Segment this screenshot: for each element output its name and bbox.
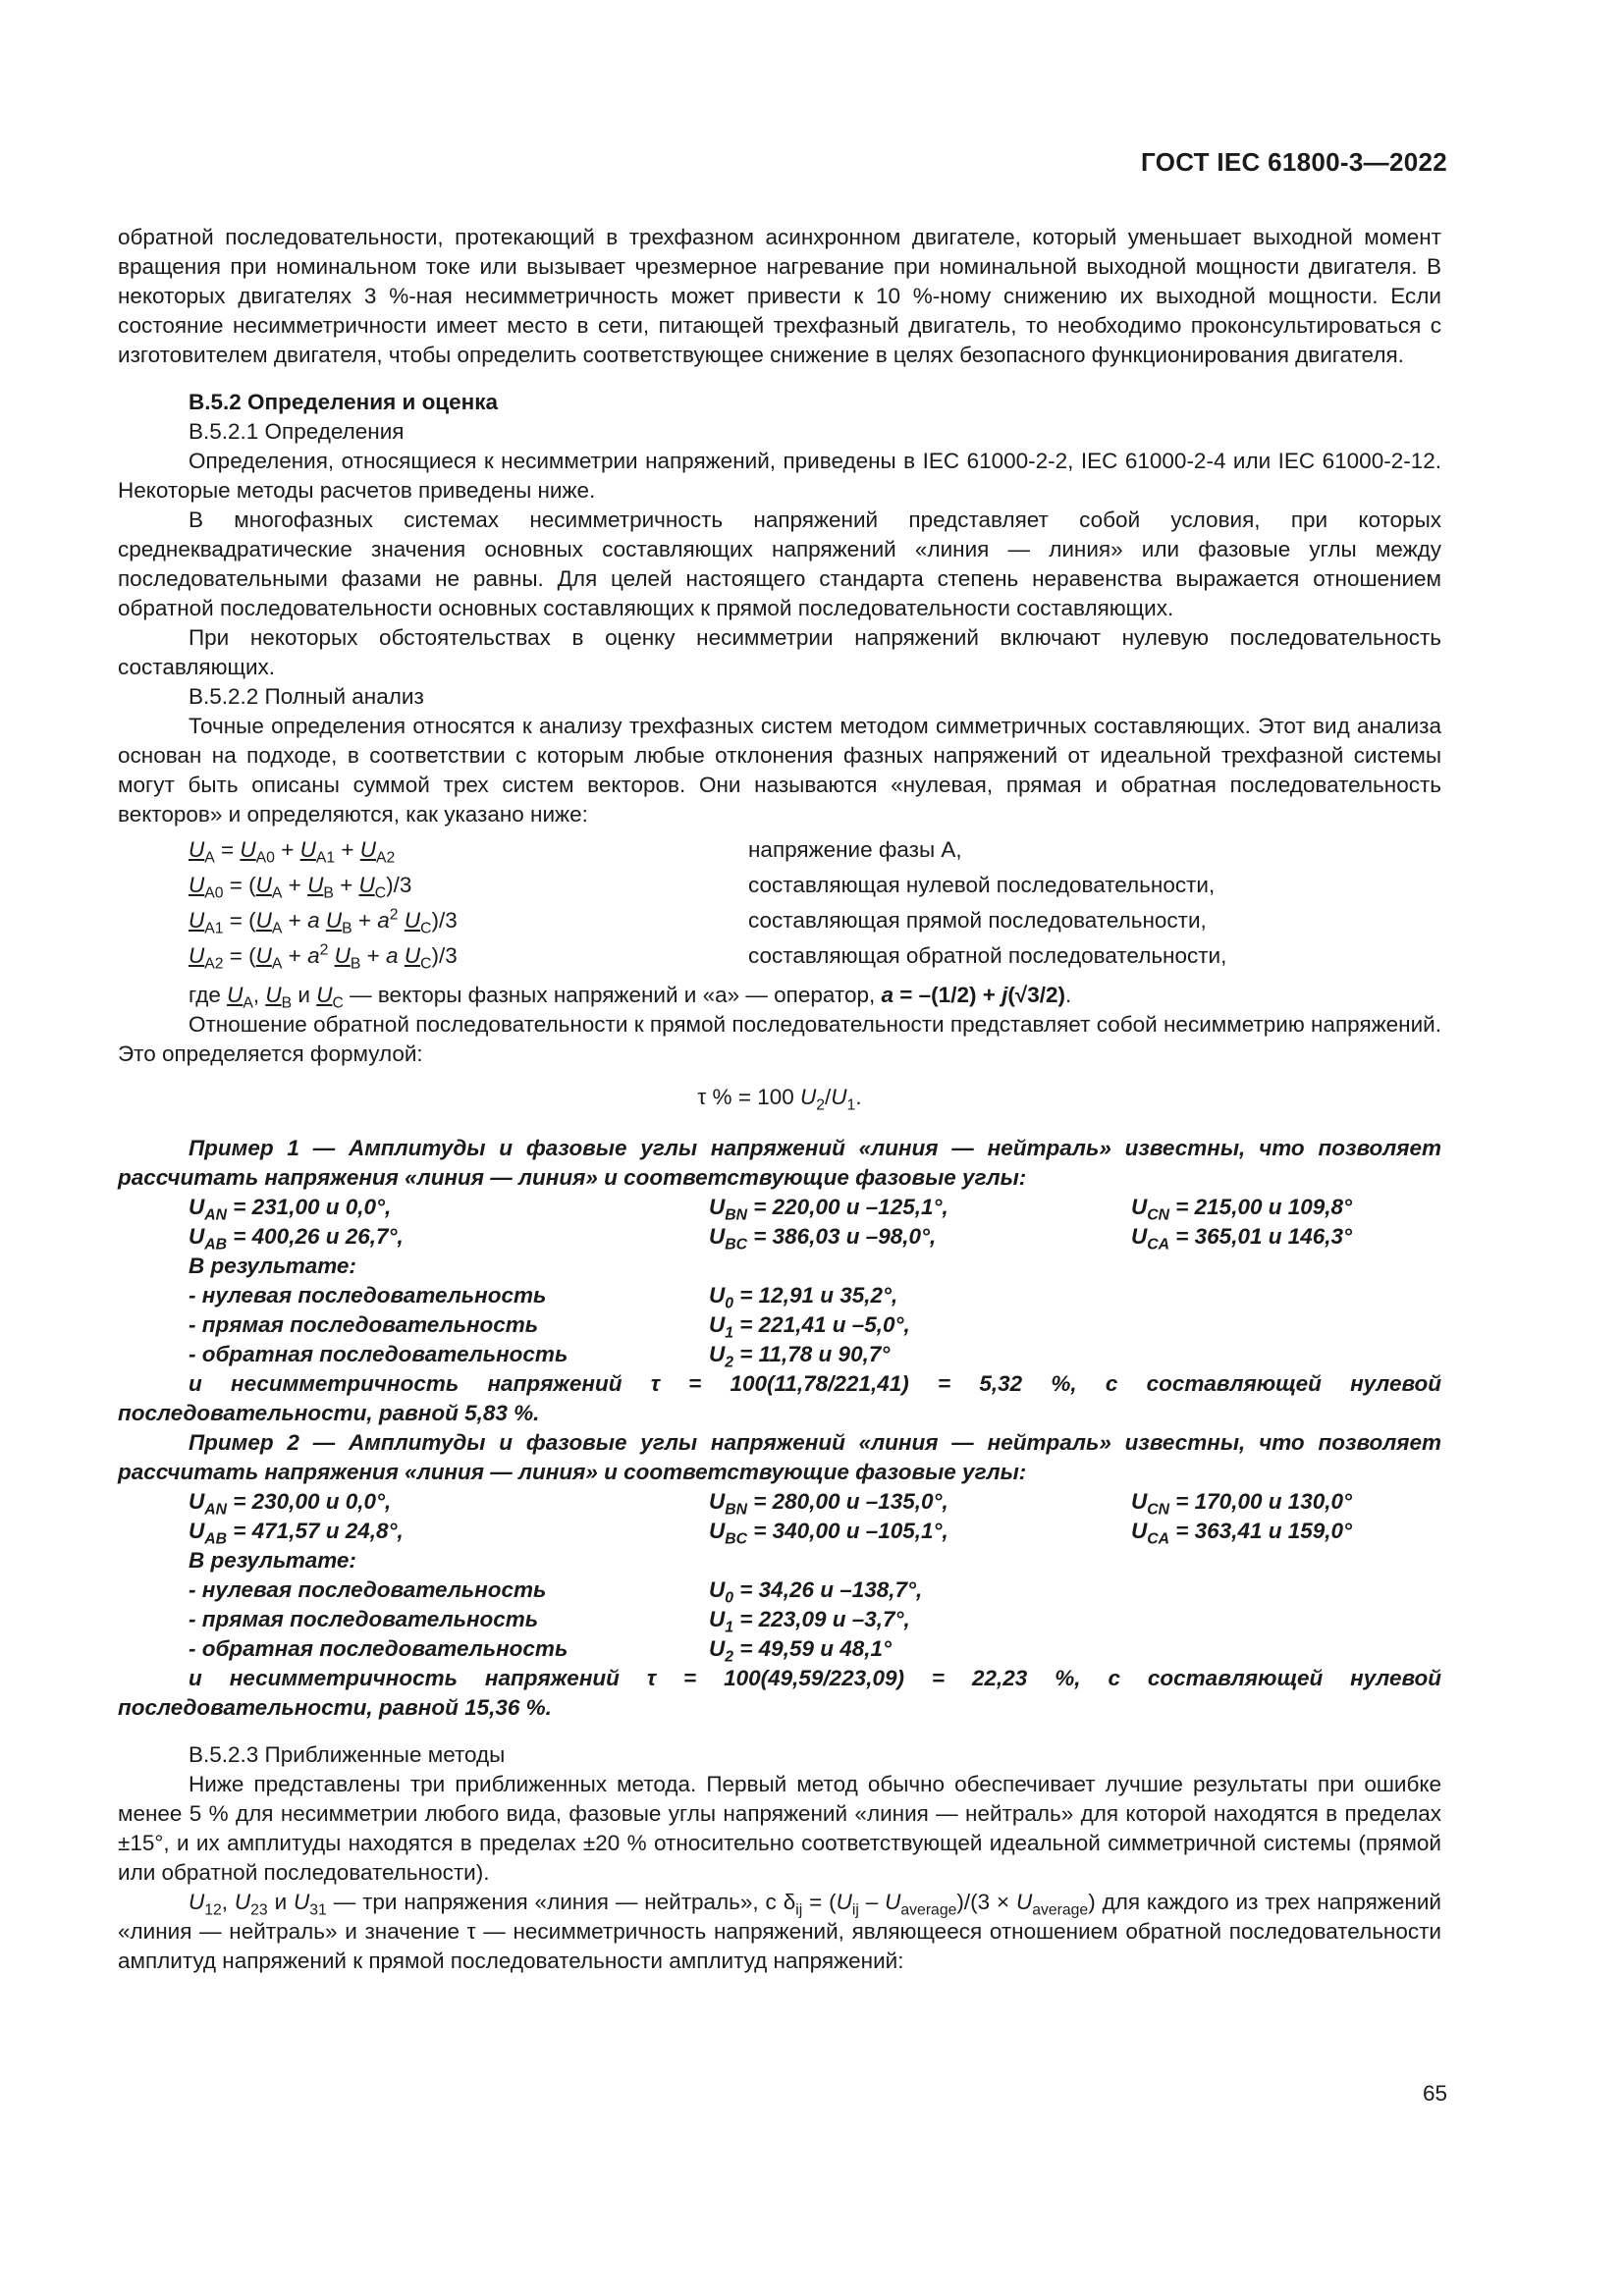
page-header: ГОСТ IEC 61800-3—2022 — [1141, 147, 1447, 177]
example-1-row: $U_{AB} = 400,26$ и 26,7°, $U_{BC} = 386,03$ и –98,0°, $U_{CA} = 365,01$ и 146,3° — [189, 1224, 1353, 1254]
example-2-result: - нулевая последовательность $U_0 = 34,26$ и –138,7°, — [189, 1577, 923, 1607]
example-2-row: $U_{AN} = 230,00$ и 0,0°, $U_{BN} = 280,00$ и –135,0°, $U_{CN} = 170,00$ и 130,0° — [189, 1489, 1353, 1519]
paragraph: Отношение обратной последовательности к прямой последовательности представляет собой несимметрию напряжений. Это определяется формулой: — [118, 1012, 1441, 1066]
formula-row — [189, 935, 1441, 971]
paragraph: $U_{12}$, $U_{23}$ и $U_{31}$ — три напряжения «линия — нейтраль», с $\delta_{ij} = (U_{ij} - U_{average})/(3 \times U_{average})$ для каждого из трех напряжений «линия — нейтраль» и значение τ — несимметричность напряжений, являющееся отношением обратной последовательности амплитуд напряжений к прямой последовательности амплитуд напряжений: — [118, 1890, 1441, 1973]
paragraph: В многофазных системах несимметричность напряжений представляет собой условия, при которых среднеквадратические значения основных составляющих напряжений «линия — линия» или фазовые углы между последовательными фазами не равны. Для целей настоящего стандарта степень неравенства выражается отношением обратной последовательности основных составляющих к прямой последовательности составляющих. — [118, 507, 1441, 620]
paragraph: Точные определения относятся к анализу трехфазных систем методом симметричных составляющих. Этот вид анализа основан на подходе, в соответствии с которым любые отклонения фазных напряжений от идеальной трехфазной системы могут быть описаны суммой трех систем векторов. Они называются «нулевая, прямая и обратная последовательность векторов» и определяются, как указано ниже: — [118, 714, 1441, 827]
subsection-heading: В.5.2.3 Приближенные методы — [189, 1742, 506, 1767]
example-2-title: Пример 2 — Амплитуды и фазовые углы напряжений «линия — нейтраль» известны, что позволяет рассчитать напряжения «линия — линия» и соответствующие фазовые углы: — [118, 1430, 1441, 1484]
page-content — [118, 223, 1441, 1976]
formula-row — [189, 865, 1441, 900]
example-1-conclusion: и несимметричность напряжений τ = 100(11,78/221,41) = 5,32 %, с составляющей нулевой последовательности, равной 5,83 %. — [118, 1371, 1441, 1425]
formula-description: составляющая прямой последовательности, — [748, 908, 1207, 933]
paragraph: Ниже представлены три приближенных метода. Первый метод обычно обеспечивает лучшие результаты при ошибке менее 5 % для несимметрии любого вида, фазовые углы напряжений «линия — нейтраль» для которой находятся в пределах ±15°, и их амплитуды находятся в пределах ±20 % относительно соответствующей идеальной симметричной системы (прямой или обратной последовательности). — [118, 1772, 1441, 1885]
formula: $U_{A1} = (U_A + a$ $U_B + a^2$ $U_C)/3$ — [189, 906, 458, 937]
paragraph-tail: для каждого из трех напряжений «линия — нейтраль» и значение τ — несимметричность напряжений, являющееся отношением обратной последовательности амплитуд напряжений к прямой последовательности амплитуд напряжений: — [118, 1890, 1441, 1973]
tau-formula: τ % = 100 $U_2/U_1$. — [697, 1085, 862, 1114]
formula-description: составляющая нулевой последовательности, — [748, 873, 1216, 897]
example-1-title: Пример 1 — Амплитуды и фазовые углы напряжений «линия — нейтраль» известны, что позволяет рассчитать напряжения «линия — линия» и соответствующие фазовые углы: — [118, 1136, 1441, 1190]
subsection-heading: В.5.2.2 Полный анализ — [189, 684, 424, 709]
formula-row — [189, 900, 1441, 935]
intro-paragraph: обратной последовательности, протекающий в трехфазном асинхронном двигателе, который уменьшает выходной момент вращения при номинальном токе или вызывает чрезмерное нагревание при номинальной выходной мощности двигателя. В некоторых двигателях 3 %-ная несимметричность может привести к 10 %-ному снижению их выходной мощности. Если состояние несимметричности имеет место в сети, питающей трехфазный двигатель, то необходимо проконсультироваться с изготовителем двигателя, чтобы определить соответствующее снижение в целях безопасного функционирования двигателя. — [118, 225, 1441, 367]
example-1-result: - нулевая последовательность $U_0 = 12,91$ и 35,2°, — [189, 1283, 898, 1312]
where-line: где $U_A$, $U_B$ и $U_C$ — векторы фазных напряжений и «a» — оператор, a = –(1/2) + j(√3/2). — [189, 983, 1072, 1012]
paragraph: Определения, относящиеся к несимметрии напряжений, приведены в IEC 61000-2-2, IEC 61000-2-4 или IEC 61000-2-12. Некоторые методы расчетов приведены ниже. — [118, 449, 1441, 503]
example-2-result: - прямая последовательность $U_1 = 223,09$ и –3,7°, — [189, 1607, 910, 1636]
example-1-result: - прямая последовательность $U_1 = 221,41$ и –5,0°, — [189, 1312, 910, 1342]
formula: $U_A = U_{A0} + U_{A1} + U_{A2}$ — [189, 837, 396, 867]
page-number: 65 — [1422, 2081, 1447, 2106]
example-1-row: $U_{AN} = 231,00$ и 0,0°, $U_{BN} = 220,00$ и –125,1°, $U_{CN} = 215,00$ и 109,8° — [189, 1195, 1353, 1224]
example-2-result-label: В результате: — [189, 1548, 356, 1573]
example-1-result-label: В результате: — [189, 1254, 356, 1278]
formula: $U_{A2} = (U_A + a^2$ $U_B + a$ $U_C)/3$ — [189, 941, 458, 973]
section-heading: В.5.2 Определения и оценка — [189, 390, 499, 414]
example-2-row: $U_{AB} = 471,57$ и 24,8°, $U_{BC} = 340,00$ и –105,1°, $U_{CA} = 363,41$ и 159,0° — [189, 1519, 1353, 1548]
example-2-result: - обратная последовательность $U_2 = 49,59$ и 48,1° — [189, 1636, 893, 1666]
formula-description: напряжение фазы А, — [748, 837, 962, 862]
formula-description: составляющая обратной последовательности, — [748, 943, 1227, 968]
formula: $U_{A0} = (U_A + U_B + U_C)/3$ — [189, 873, 412, 902]
paragraph: При некоторых обстоятельствах в оценку несимметрии напряжений включают нулевую последовательность составляющих. — [118, 625, 1441, 679]
example-1-result: - обратная последовательность $U_2 = 11,78$ и 90,7° — [189, 1342, 891, 1371]
example-2-conclusion: и несимметричность напряжений τ = 100(49,59/223,09) = 22,23 %, с составляющей нулевой последовательности, равной 15,36 %. — [118, 1666, 1441, 1720]
subsection-heading: В.5.2.1 Определения — [189, 419, 405, 444]
formula-row — [189, 829, 1441, 865]
where-text: векторы фазных напряжений и «a» — оператор, — [377, 983, 876, 1007]
